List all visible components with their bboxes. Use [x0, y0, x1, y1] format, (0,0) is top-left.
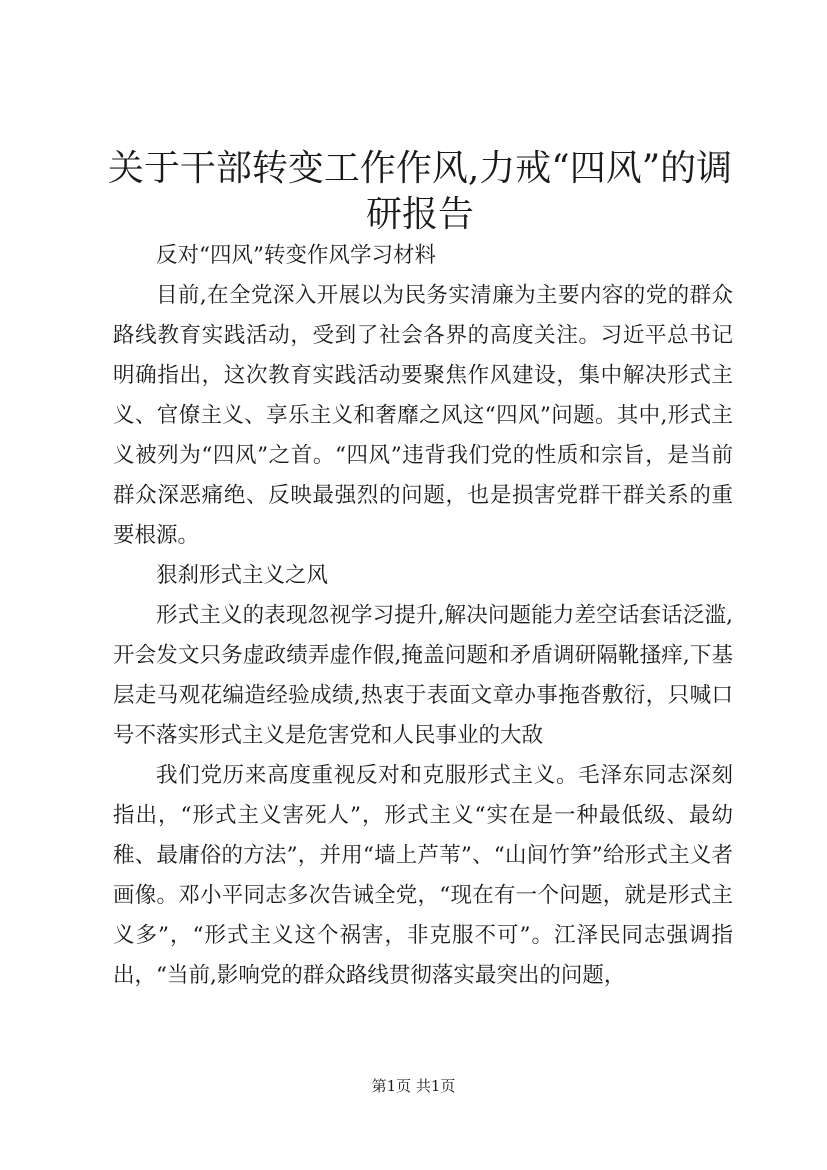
paragraph-formalism-symptoms: 形式主义的表现忽视学习提升,解决问题能力差空话套话泛滥,开会发文只务虚政绩弄虚作假,掩盖问题和矛盾调研隔靴搔痒,下基层走马观花编造经验成绩,热衷于表面文章办事拖沓敷衍，只喊口号不落实形式主义是危害党和人民事业的大敌 — [113, 603, 733, 748]
document-body — [113, 236, 733, 996]
document-title: 关于干部转变工作作风,力戒“四风”的调研报告 — [107, 148, 733, 235]
paragraph-subtitle: 反对“四风”转变作风学习材料 — [156, 243, 436, 268]
paragraph-history: 我们党历来高度重视反对和克服形式主义。毛泽东同志深刻指出，“形式主义害死人”，形式主义“实在是一种最低级、最幼稚、最庸俗的方法”，并用“墙上芦苇”、“山间竹笋”给形式主义者画像。邓小平同志多次告诫全党，“现在有一个问题，就是形式主义多”，“形式主义这个祸害，非克服不可”。江泽民同志强调指出，“当前,影响党的群众路线贯彻落实最突出的问题， — [113, 763, 733, 988]
paragraph-intro: 目前,在全党深入开展以为民务实清廉为主要内容的党的群众路线教育实践活动，受到了社会各界的高度关注。习近平总书记明确指出，这次教育实践活动要聚焦作风建设，集中解决形式主义、官僚主义、享乐主义和奢靡之风这“四风”问题。其中,形式主义被列为“四风”之首。“四风”违背我们党的性质和宗旨，是当前群众深恶痛绝、反映最强烈的问题，也是损害党群干群关系的重要根源。 — [113, 283, 733, 548]
page-footer: 第1页 共1页 — [371, 1077, 456, 1095]
section-heading: 狠刹形式主义之风 — [156, 563, 329, 588]
